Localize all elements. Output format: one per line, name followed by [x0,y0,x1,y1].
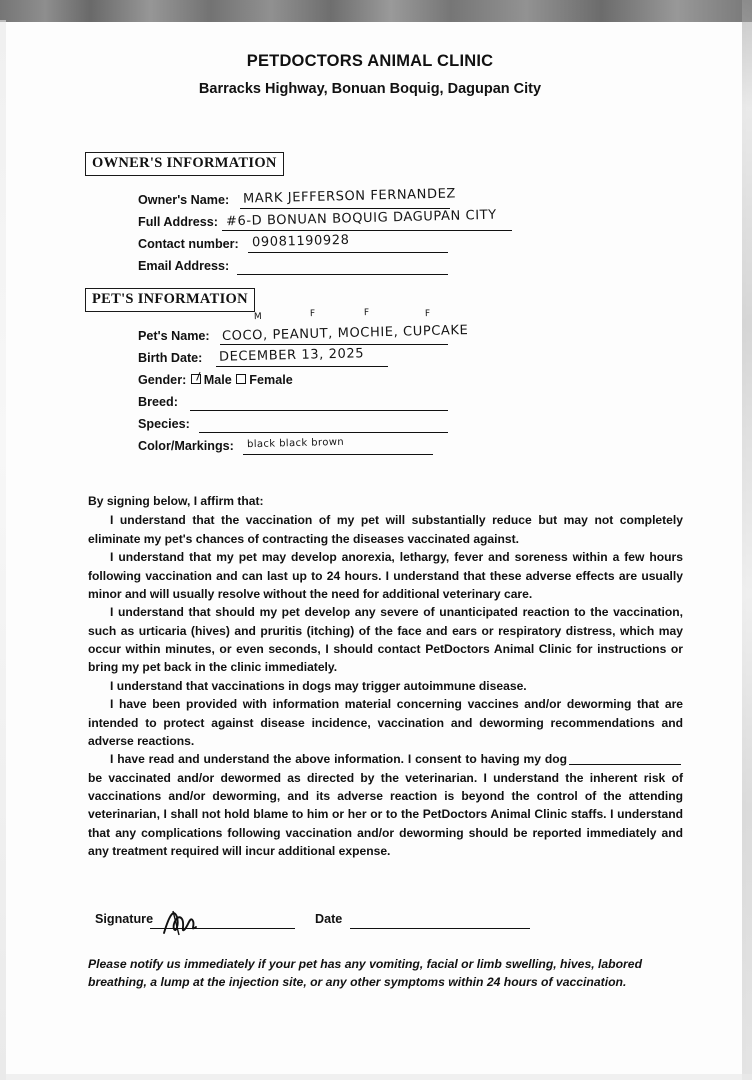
date-rule[interactable] [350,928,530,929]
clinic-address: Barracks Highway, Bonuan Boquig, Dagupan City [198,81,542,97]
species-label: Species: [138,417,190,431]
dog-name-blank[interactable] [569,753,681,765]
color-markings-rule [243,454,433,455]
scan-top-edge-artifact [0,0,752,22]
date-label: Date [315,912,343,926]
owner-information-heading: OWNER'S INFORMATION [85,152,284,176]
gender-female-label: Female [249,373,293,387]
footer-note: Please notify us immediately if your pet has any vomiting, facial or limb swelling, hives, labored breathing, a lump at the injection site, or any other symptoms within 24 hours of vaccination. [88,957,643,990]
breed-rule [190,410,448,411]
breed-label: Breed: [138,395,178,409]
contact-number-rule [248,252,448,253]
consent-final-part2: be vaccinated and/or dewormed as directed by the veterinarian. I understand the inherent risk of vaccinations and/or deworming, and its adverse reaction is beyond the control of the attending veterinarian, I shall not hold blame to him or her or to the PetDoctors Animal Clinic staffs. I understand that any complications following vaccination and/or deworming should be reported immediately and any treatment required will incur additional expense. [88,770,683,859]
signature-label: Signature [95,912,154,926]
email-address-rule [237,274,448,275]
pet-name-value: COCO, PEANUT, MOCHIE, CUPCAKE [221,322,469,345]
consent-final-paragraph [88,750,683,860]
gender-male-label: Male [203,373,232,387]
color-markings-value: black black brown [246,436,345,451]
pet-name-rule [220,344,448,345]
gender-male-checkbox[interactable] [191,374,201,384]
color-markings-label: Color/Markings: [138,439,234,453]
scan-left-edge-artifact [0,20,6,1080]
handwritten-signature [160,905,200,939]
email-address-label: Email Address: [138,259,230,273]
consent-paragraph-3: I understand that should my pet develop any severe of unanticipated reaction to the vaccination, such as urticaria (hives) and pruritis (itching) of the face and ears or respiratory distress, which may occur within minutes, or even seconds, I should contact PetDoctors Animal Clinic for instructions or bring my pet back in the clinic immediately. [88,605,683,675]
scan-bottom-edge-artifact [0,1074,752,1080]
pet-sex-mark-2: F [309,308,316,320]
contact-number-value: 09081190928 [251,232,350,251]
contact-number-label: Contact number: [138,237,239,251]
pet-sex-mark-4: F [424,308,431,320]
birth-date-label: Birth Date: [138,351,203,365]
pet-name-label: Pet's Name: [138,329,210,343]
full-address-rule [222,230,512,231]
consent-paragraph-4: I understand that vaccinations in dogs may trigger autoimmune disease. [110,678,527,693]
species-rule [199,432,448,433]
birth-date-value: DECEMBER 13, 2025 [218,346,365,365]
pet-sex-mark-3: F [363,307,370,319]
consent-paragraph-5: I have been provided with information material concerning vaccines and/or deworming that are intended to protect against disease incidence, vaccination and deworming recommendations and adverse reactions. [88,697,683,748]
gender-row [138,373,293,387]
full-address-value: #6-D BONUAN BOQUIG DAGUPAN CITY [225,207,497,230]
clinic-name: PETDOCTORS ANIMAL CLINIC [246,52,494,70]
birth-date-rule [216,366,388,367]
full-address-label: Full Address: [138,215,219,229]
pet-information-heading: PET'S INFORMATION [85,288,255,312]
consent-lead: By signing below, I affirm that: [88,494,264,508]
consent-final-part1: I have read and understand the above information. I consent to having my dog [110,752,567,767]
gender-label: Gender: [138,373,187,387]
owner-name-value: MARK JEFFERSON FERNANDEZ [242,186,457,207]
consent-paragraph-1: I understand that the vaccination of my pet will substantially reduce but may not completely eliminate my pet's chances of contracting the diseases vaccinated against. [88,513,683,546]
owner-name-label: Owner's Name: [138,193,230,207]
scan-right-edge-artifact [742,0,752,1080]
consent-paragraph-2: I understand that my pet may develop anorexia, lethargy, fever and soreness within a few hours following vaccination and can last up to 24 hours. I understand that these adverse effects are usually minor and will usually resolve without the need for additional veterinary care. [88,550,683,601]
consent-body [88,492,683,861]
gender-female-checkbox[interactable] [236,374,246,384]
pet-sex-mark-1: M [253,311,263,323]
